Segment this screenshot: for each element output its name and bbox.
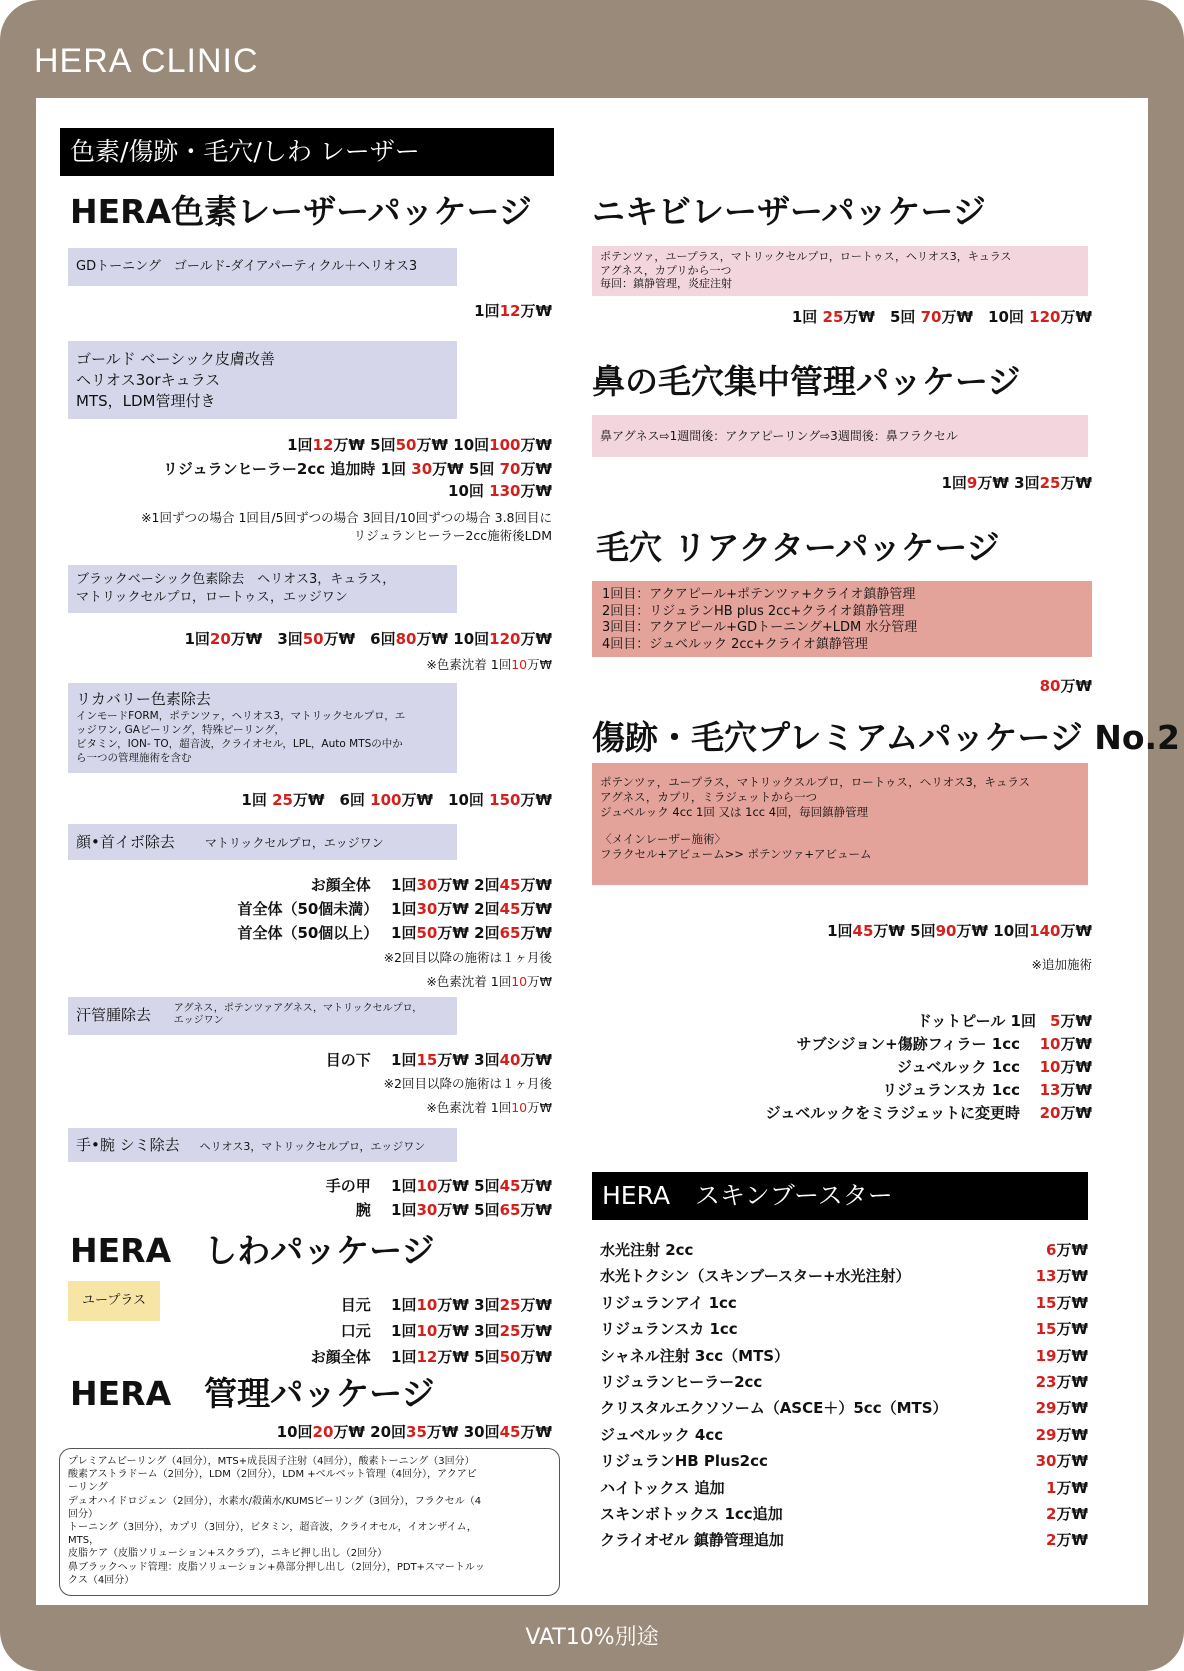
premium-box xyxy=(592,763,1088,885)
wart-box xyxy=(68,824,457,860)
booster-item-price: 23万₩ xyxy=(1035,1373,1088,1391)
booster-item-label: リジュランHB Plus2cc xyxy=(600,1452,768,1471)
care-line: MTS， xyxy=(68,1535,100,1547)
premium-line-3: ジュベルック 4cc 1回 又は 1cc 4回，毎回鎮静管理 xyxy=(600,805,869,819)
black-note: ※色素沈着 1回10万₩ xyxy=(426,657,552,672)
wrinkle-title: HERA しわパッケージ xyxy=(70,1231,435,1270)
booster-item-price: 13万₩ xyxy=(1035,1267,1088,1286)
add-dotpeel-label: ドットピール 1回 xyxy=(916,1012,1036,1030)
recovery-desc-4: ら一つの管理施術を含む xyxy=(76,752,192,764)
reactor-box xyxy=(592,581,1092,657)
menu-sheet xyxy=(36,98,1180,1605)
acne-line-3: 毎回：鎮静管理，炎症注射 xyxy=(600,277,732,290)
wrinkle-row-face: お顔全体 1回12万₩ 5回50万₩ xyxy=(310,1348,552,1366)
care-line: 鼻ブラックヘッド管理：皮脂ソリューション+鼻部分押し出し（2回分），PDT+スマートルッ xyxy=(68,1561,485,1573)
booster-item-label: クリスタルエクソソーム（ASCE＋）5cc（MTS） xyxy=(600,1399,948,1418)
reactor-line-3: 3回目：アクアピール+GDトーニング+LDM 水分管理 xyxy=(602,620,918,635)
booster-item-label: ハイトックス 追加 xyxy=(600,1478,725,1497)
wart-title: 顔•首イボ除去 xyxy=(76,833,175,851)
wart-row-neck-over: 首全体（50個以上） 1回50万₩ 2回65万₩ xyxy=(237,924,552,942)
premium-add-note: ※追加施術 xyxy=(1031,957,1092,972)
gold-rejuran-row-2: 10回 130万₩ xyxy=(448,482,552,500)
nose-title: 鼻の毛穴集中管理パッケージ xyxy=(592,362,1021,401)
gold-line-2: ヘリオス3orキュラス xyxy=(76,371,221,389)
booster-item-price: 29万₩ xyxy=(1035,1399,1088,1418)
care-line: 酸素アストラドーム（2回分），LDM（2回分），LDM +ベルベット管理（4回分），アクアピ xyxy=(68,1469,477,1481)
booster-item-price: 29万₩ xyxy=(1035,1425,1088,1444)
booster-item-price: 2万₩ xyxy=(1046,1531,1088,1550)
booster-item-label: シャネル注射 3cc（MTS） xyxy=(600,1346,790,1365)
wart-row-face: お顔全体 1回30万₩ 2回45万₩ xyxy=(310,876,552,894)
booster-item-price: 15万₩ xyxy=(1035,1320,1088,1339)
recovery-box xyxy=(68,683,457,773)
booster-item-label: スキンボトックス 1cc追加 xyxy=(600,1505,783,1523)
premium-line-5: フラクセル+アビューム>> ポテンツァ+アビューム xyxy=(600,847,872,861)
add-rejuran-price: 13万₩ xyxy=(1039,1081,1092,1099)
gold-rejuran-row: リジュランヒーラー2cc 追加時 1回 30万₩ 5回 70万₩ xyxy=(162,460,552,478)
care-line: 皮脂ケア（皮脂ソリューション+スクラブ），ニキビ押し出し（2回分） xyxy=(68,1548,388,1560)
add-subcision-price: 10万₩ xyxy=(1039,1035,1092,1053)
add-mirajet-label: ジュベルックをミラジェットに変更時 xyxy=(765,1104,1020,1122)
booster-item-label: リジュランアイ 1cc xyxy=(600,1293,737,1312)
acne-price-row: 1回 25万₩ 5回 70万₩ 10回 120万₩ xyxy=(791,308,1092,326)
nose-box: 鼻アグネス⇨1週間後：アクアピーリング⇨3週間後：鼻フラクセル xyxy=(592,415,1088,457)
booster-item-label: リジュランヒーラー2cc xyxy=(600,1373,763,1391)
acne-line-2: アグネス，カプリから一つ xyxy=(600,263,732,277)
booster-item-label: リジュランスカ 1cc xyxy=(600,1320,738,1339)
syringoma-title: 汗管腫除去 xyxy=(76,1006,152,1024)
premium-line-1: ポテンツァ，ユープラス，マトリックスルプロ，ロートゥス，ヘリオス3，キュラス xyxy=(600,775,1030,789)
care-title: HERA 管理パッケージ xyxy=(70,1374,435,1413)
booster-item-price: 1万₩ xyxy=(1046,1478,1088,1497)
vat-footer: VAT10%別途 xyxy=(525,1625,659,1650)
recovery-desc-2: ッジワン, GAピーリング，特殊ピーリング， xyxy=(76,724,285,736)
premium-line-2: アグネス，カプリ，ミラジェットから一つ xyxy=(600,790,818,804)
recovery-desc-3: ビタミン，ION- TO，超音波，クライオセル，LPL，Auto MTSの中か xyxy=(76,738,403,750)
recovery-desc-1: インモードFORM，ポテンツァ，ヘリオス3，マトリックセルプロ，エ xyxy=(76,710,406,722)
reactor-price: 80万₩ xyxy=(1039,677,1092,695)
add-subcision-label: サブシジョン+傷跡フィラー 1cc xyxy=(796,1035,1020,1053)
care-line: ーリング xyxy=(68,1482,108,1494)
booster-item-price: 2万₩ xyxy=(1046,1505,1088,1523)
gold-note-2: リジュランヒーラー2cc施術後LDM xyxy=(353,528,552,543)
booster-item-label: 水光注射 2cc xyxy=(600,1241,694,1259)
add-juvelook-label: ジュベルック 1cc xyxy=(896,1058,1020,1076)
hand-devices: ヘリオス3，マトリックセルプロ，エッジワン xyxy=(199,1140,426,1153)
syringoma-box xyxy=(68,997,457,1035)
reactor-line-2: 2回目：リジュランHB plus 2cc+クライオ鎮静管理 xyxy=(602,603,905,619)
add-rejuran-label: リジュランスカ 1cc xyxy=(882,1081,1020,1099)
gold-note-1: ※1回ずつの場合 1回目/5回ずつの場合 3回目/10回ずつの場合 3.8回目に xyxy=(141,510,552,525)
section-header-laser: 色素/傷跡・毛穴/しわ レーザー xyxy=(60,128,554,176)
syringoma-note-2: ※色素沈着 1回10万₩ xyxy=(426,1100,552,1115)
reactor-title: 毛穴 リアクターパッケージ xyxy=(596,528,1000,567)
syringoma-row: 目の下 1回15万₩ 3回40万₩ xyxy=(325,1051,552,1069)
gold-basic-box xyxy=(68,341,457,419)
syringoma-devices: アグネス，ポテンツァアグネス，マトリックセルプロ， エッジワン xyxy=(173,1003,423,1026)
hand-row-back: 手の甲 1回10万₩ 5回45万₩ xyxy=(325,1177,552,1195)
add-juvelook-price: 10万₩ xyxy=(1039,1058,1092,1076)
recovery-title: リカバリー色素除去 xyxy=(76,690,211,708)
booster-item-label: ジュベルック 4cc xyxy=(600,1425,724,1444)
care-price-row: 10回20万₩ 20回35万₩ 30回45万₩ xyxy=(276,1423,552,1441)
recovery-price-row: 1回 25万₩ 6回 100万₩ 10回 150万₩ xyxy=(241,791,552,809)
hand-row-arm: 腕 1回30万₩ 5回65万₩ xyxy=(355,1201,552,1219)
reactor-line-4: 4回目：ジュベルック 2cc+クライオ鎮静管理 xyxy=(602,636,868,652)
care-line: プレミアムピーリング（4回分），MTS+成長因子注射（4回分），酸素トーニング（3回分） xyxy=(68,1456,475,1467)
section-header-booster: HERA スキンブースター xyxy=(592,1172,1088,1220)
hand-box xyxy=(68,1128,457,1162)
black-line-2: マトリックセルプロ，ロートゥス，エッジワン xyxy=(76,590,348,605)
gd-toning-box: GDトーニング ゴールド-ダイアパーティクル＋ヘリオス3 xyxy=(68,248,457,286)
wrinkle-row-mouth: 口元 1回10万₩ 3回25万₩ xyxy=(340,1322,552,1340)
brand-title: HERA CLINIC xyxy=(34,42,259,80)
wart-note-1: ※2回目以降の施術は１ヶ月後 xyxy=(383,950,552,965)
add-mirajet-price: 20万₩ xyxy=(1039,1104,1092,1122)
wart-note-2: ※色素沈着 1回10万₩ xyxy=(426,974,552,989)
care-line: トーニング（3回分），カプリ（3回分），ビタミン，超音波，クライオセル，イオンザイム， xyxy=(68,1522,477,1534)
acne-box xyxy=(592,246,1088,296)
booster-item-label: 水光トクシン（スキンブースター+水光注射） xyxy=(600,1267,911,1286)
hand-title: 手•腕 シミ除去 xyxy=(76,1136,180,1154)
black-price-row: 1回20万₩ 3回50万₩ 6回80万₩ 10回120万₩ xyxy=(184,630,552,648)
wart-devices: マトリックセルプロ，エッジワン xyxy=(204,836,384,850)
wart-row-neck-under: 首全体（50個未満） 1回30万₩ 2回45万₩ xyxy=(237,900,552,918)
reactor-line-1: 1回目：アクアピール+ポテンツァ+クライオ鎮静管理 xyxy=(602,587,916,602)
black-line-1: ブラックベーシック色素除去 ヘリオス3，キュラス， xyxy=(76,572,396,587)
premium-price-row: 1回45万₩ 5回90万₩ 10回140万₩ xyxy=(827,922,1092,940)
gold-price-row: 1回12万₩ 5回50万₩ 10回100万₩ xyxy=(287,436,552,454)
wrinkle-row-eye: 目元 1回10万₩ 3回25万₩ xyxy=(340,1296,552,1314)
gold-line-3: MTS，LDM管理付き xyxy=(76,392,216,410)
care-line: 回分） xyxy=(68,1508,98,1520)
gd-price: 1回12万₩ xyxy=(474,302,552,320)
booster-item-price: 19万₩ xyxy=(1035,1346,1088,1365)
uplus-box: ユープラス xyxy=(68,1281,160,1321)
premium-title: 傷跡・毛穴プレミアムパッケージ No.2 xyxy=(592,718,1180,757)
acne-title: ニキビレーザーパッケージ xyxy=(592,192,986,231)
black-basic-box xyxy=(68,565,457,613)
gold-line-1: ゴールド ベーシック皮膚改善 xyxy=(76,350,275,368)
booster-item-price: 6万₩ xyxy=(1046,1241,1088,1259)
nose-price-row: 1回9万₩ 3回25万₩ xyxy=(941,474,1092,492)
premium-line-4: 〈メインレーザー施術〉 xyxy=(600,832,726,846)
syringoma-note-1: ※2回目以降の施術は１ヶ月後 xyxy=(383,1076,552,1091)
care-line: クス（4回分） xyxy=(68,1574,135,1586)
acne-line-1: ポテンツァ，ユープラス，マトリックセルプロ，ロートゥス，ヘリオス3，キュラス xyxy=(600,250,1012,263)
booster-item-price: 30万₩ xyxy=(1035,1452,1088,1471)
booster-item-label: クライオゼル 鎮静管理追加 xyxy=(600,1531,784,1550)
booster-item-price: 15万₩ xyxy=(1035,1293,1088,1312)
care-line: デュオハイドロジェン（2回分），水素水/殺菌水/KUMSピーリング（3回分），フラクセル（4 xyxy=(68,1495,482,1507)
add-dotpeel-price: 5万₩ xyxy=(1050,1012,1092,1030)
pigment-title: HERA色素レーザーパッケージ xyxy=(70,192,532,231)
care-contents-box xyxy=(59,1448,560,1596)
